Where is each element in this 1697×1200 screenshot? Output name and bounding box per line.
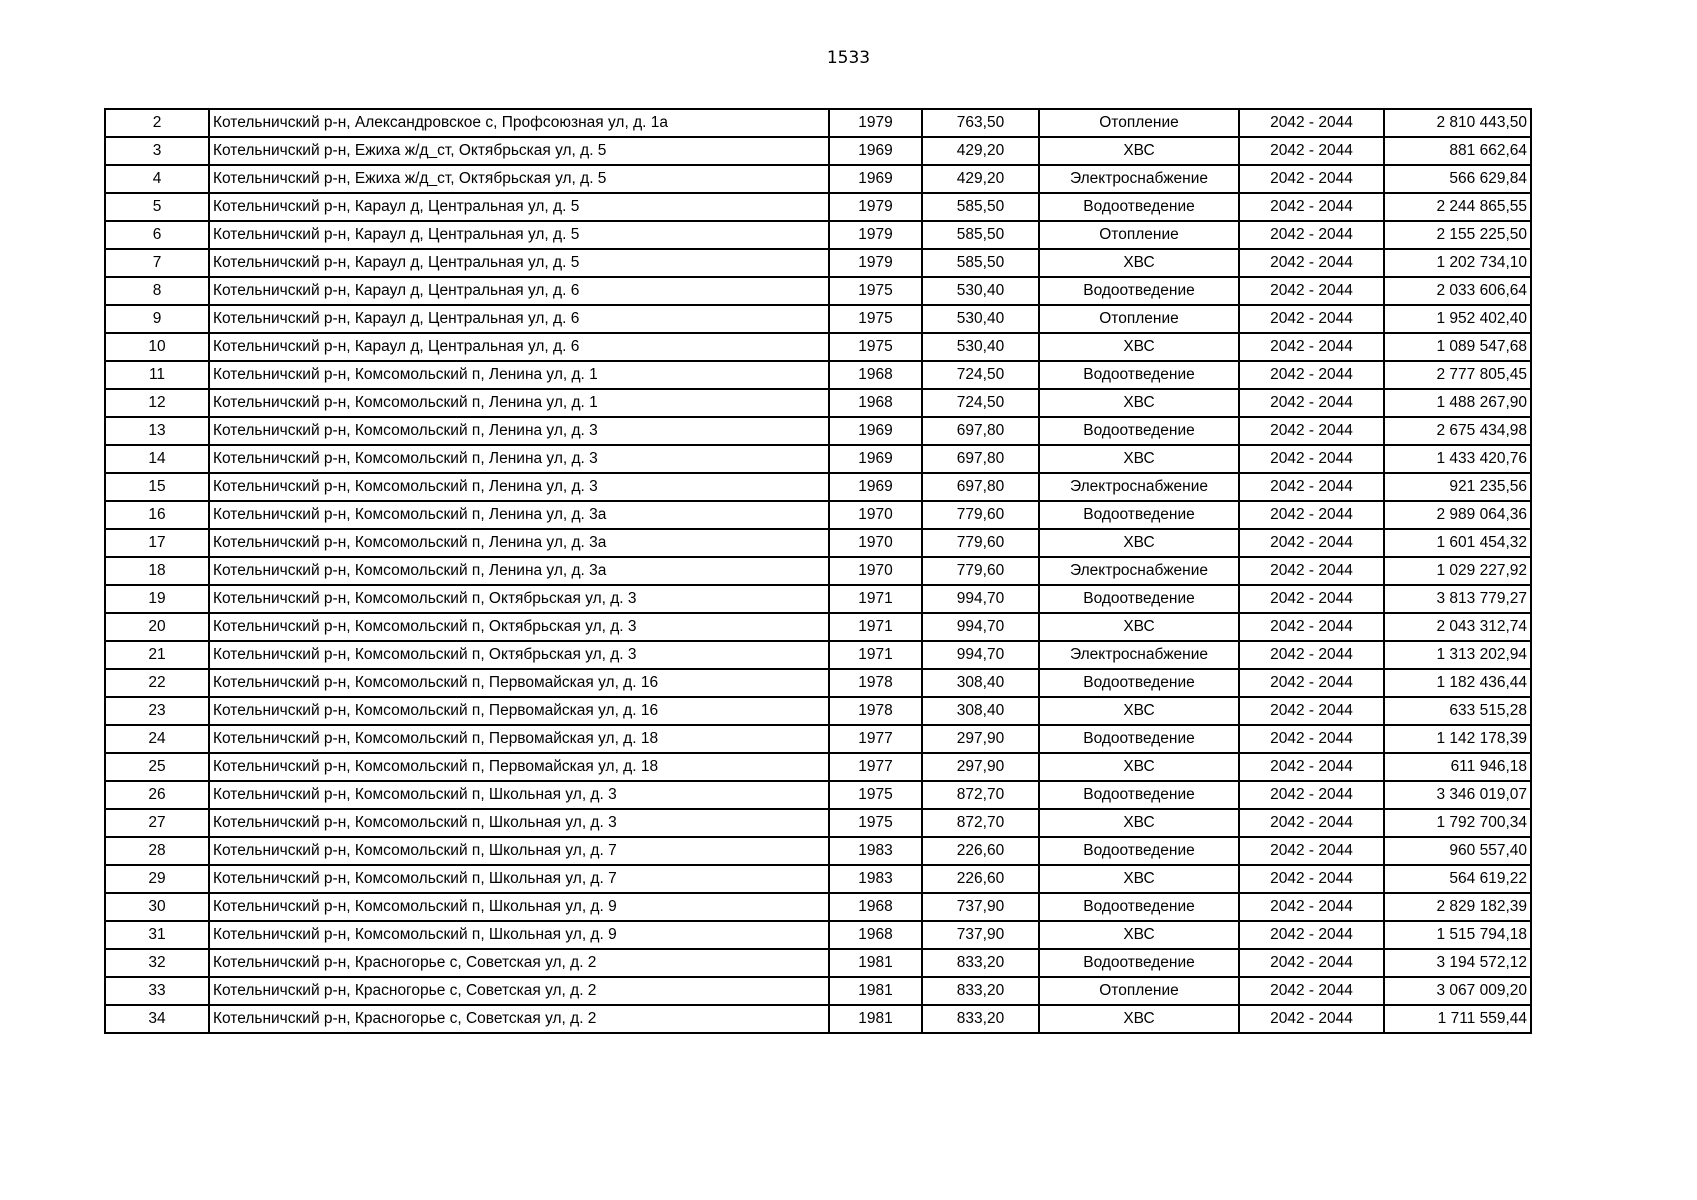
- period-cell: 2042 - 2044: [1239, 557, 1384, 585]
- cost-cell: 2 989 064,36: [1384, 501, 1531, 529]
- area-cell: 226,60: [922, 837, 1039, 865]
- row-number-cell: 32: [105, 949, 209, 977]
- address-cell: Котельничский р-н, Комсомольский п, Октябрьская ул, д. 3: [209, 585, 829, 613]
- period-cell: 2042 - 2044: [1239, 921, 1384, 949]
- cost-cell: 2 810 443,50: [1384, 109, 1531, 137]
- year-cell: 1970: [829, 529, 922, 557]
- cost-cell: 881 662,64: [1384, 137, 1531, 165]
- table-row: [105, 949, 1531, 977]
- row-number-cell: 34: [105, 1005, 209, 1033]
- address-cell: Котельничский р-н, Ежиха ж/д_ст, Октябрьская ул, д. 5: [209, 137, 829, 165]
- row-number-cell: 30: [105, 893, 209, 921]
- period-cell: 2042 - 2044: [1239, 417, 1384, 445]
- year-cell: 1969: [829, 445, 922, 473]
- table-row: [105, 445, 1531, 473]
- work-type-cell: Отопление: [1039, 109, 1239, 137]
- area-cell: 530,40: [922, 277, 1039, 305]
- area-cell: 697,80: [922, 473, 1039, 501]
- table-row: [105, 613, 1531, 641]
- work-type-cell: Водоотведение: [1039, 417, 1239, 445]
- year-cell: 1981: [829, 949, 922, 977]
- year-cell: 1971: [829, 613, 922, 641]
- area-cell: 429,20: [922, 137, 1039, 165]
- row-number-cell: 14: [105, 445, 209, 473]
- address-cell: Котельничский р-н, Комсомольский п, Ленина ул, д. 3: [209, 445, 829, 473]
- year-cell: 1978: [829, 669, 922, 697]
- row-number-cell: 22: [105, 669, 209, 697]
- address-cell: Котельничский р-н, Комсомольский п, Ленина ул, д. 3а: [209, 529, 829, 557]
- row-number-cell: 7: [105, 249, 209, 277]
- year-cell: 1969: [829, 137, 922, 165]
- area-cell: 585,50: [922, 193, 1039, 221]
- period-cell: 2042 - 2044: [1239, 977, 1384, 1005]
- cost-cell: 960 557,40: [1384, 837, 1531, 865]
- period-cell: 2042 - 2044: [1239, 753, 1384, 781]
- period-cell: 2042 - 2044: [1239, 249, 1384, 277]
- address-cell: Котельничский р-н, Комсомольский п, Ленина ул, д. 3а: [209, 501, 829, 529]
- period-cell: 2042 - 2044: [1239, 529, 1384, 557]
- address-cell: Котельничский р-н, Красногорье с, Советская ул, д. 2: [209, 949, 829, 977]
- table-row: [105, 641, 1531, 669]
- cost-cell: 1 601 454,32: [1384, 529, 1531, 557]
- address-cell: Котельничский р-н, Комсомольский п, Октябрьская ул, д. 3: [209, 641, 829, 669]
- address-cell: Котельничский р-н, Караул д, Центральная ул, д. 6: [209, 333, 829, 361]
- address-cell: Котельничский р-н, Караул д, Центральная ул, д. 5: [209, 249, 829, 277]
- address-cell: Котельничский р-н, Комсомольский п, Первомайская ул, д. 18: [209, 725, 829, 753]
- year-cell: 1968: [829, 893, 922, 921]
- year-cell: 1968: [829, 361, 922, 389]
- table-row: [105, 753, 1531, 781]
- year-cell: 1968: [829, 389, 922, 417]
- area-cell: 779,60: [922, 557, 1039, 585]
- work-type-cell: ХВС: [1039, 613, 1239, 641]
- page-number: 1533: [826, 48, 871, 68]
- year-cell: 1977: [829, 753, 922, 781]
- area-cell: 308,40: [922, 697, 1039, 725]
- cost-cell: 633 515,28: [1384, 697, 1531, 725]
- work-type-cell: ХВС: [1039, 1005, 1239, 1033]
- period-cell: 2042 - 2044: [1239, 193, 1384, 221]
- row-number-cell: 5: [105, 193, 209, 221]
- year-cell: 1975: [829, 781, 922, 809]
- address-cell: Котельничский р-н, Красногорье с, Советская ул, д. 2: [209, 1005, 829, 1033]
- area-cell: 779,60: [922, 529, 1039, 557]
- repair-schedule-table: [104, 108, 1532, 1034]
- table-row: [105, 501, 1531, 529]
- year-cell: 1975: [829, 277, 922, 305]
- cost-cell: 1 142 178,39: [1384, 725, 1531, 753]
- area-cell: 737,90: [922, 921, 1039, 949]
- year-cell: 1979: [829, 193, 922, 221]
- area-cell: 994,70: [922, 585, 1039, 613]
- address-cell: Котельничский р-н, Комсомольский п, Школьная ул, д. 9: [209, 893, 829, 921]
- area-cell: 994,70: [922, 641, 1039, 669]
- cost-cell: 1 515 794,18: [1384, 921, 1531, 949]
- period-cell: 2042 - 2044: [1239, 725, 1384, 753]
- table-row: [105, 193, 1531, 221]
- year-cell: 1981: [829, 977, 922, 1005]
- work-type-cell: Водоотведение: [1039, 837, 1239, 865]
- work-type-cell: Отопление: [1039, 221, 1239, 249]
- address-cell: Котельничский р-н, Красногорье с, Советская ул, д. 2: [209, 977, 829, 1005]
- work-type-cell: ХВС: [1039, 445, 1239, 473]
- period-cell: 2042 - 2044: [1239, 445, 1384, 473]
- table-row: [105, 725, 1531, 753]
- cost-cell: 1 089 547,68: [1384, 333, 1531, 361]
- cost-cell: 611 946,18: [1384, 753, 1531, 781]
- table-row: [105, 697, 1531, 725]
- address-cell: Котельничский р-н, Комсомольский п, Ленина ул, д. 3: [209, 417, 829, 445]
- row-number-cell: 4: [105, 165, 209, 193]
- table-row: [105, 837, 1531, 865]
- cost-cell: 1 711 559,44: [1384, 1005, 1531, 1033]
- cost-cell: 1 029 227,92: [1384, 557, 1531, 585]
- row-number-cell: 17: [105, 529, 209, 557]
- work-type-cell: Электроснабжение: [1039, 641, 1239, 669]
- area-cell: 226,60: [922, 865, 1039, 893]
- work-type-cell: ХВС: [1039, 389, 1239, 417]
- row-number-cell: 24: [105, 725, 209, 753]
- table-row: [105, 221, 1531, 249]
- work-type-cell: Отопление: [1039, 977, 1239, 1005]
- row-number-cell: 11: [105, 361, 209, 389]
- work-type-cell: Электроснабжение: [1039, 473, 1239, 501]
- row-number-cell: 3: [105, 137, 209, 165]
- year-cell: 1970: [829, 501, 922, 529]
- cost-cell: 1 488 267,90: [1384, 389, 1531, 417]
- address-cell: Котельничский р-н, Комсомольский п, Ленина ул, д. 1: [209, 361, 829, 389]
- row-number-cell: 13: [105, 417, 209, 445]
- row-number-cell: 21: [105, 641, 209, 669]
- work-type-cell: Водоотведение: [1039, 781, 1239, 809]
- cost-cell: 566 629,84: [1384, 165, 1531, 193]
- cost-cell: 3 067 009,20: [1384, 977, 1531, 1005]
- year-cell: 1971: [829, 585, 922, 613]
- cost-cell: 921 235,56: [1384, 473, 1531, 501]
- area-cell: 779,60: [922, 501, 1039, 529]
- work-type-cell: Электроснабжение: [1039, 165, 1239, 193]
- period-cell: 2042 - 2044: [1239, 361, 1384, 389]
- period-cell: 2042 - 2044: [1239, 501, 1384, 529]
- address-cell: Котельничский р-н, Комсомольский п, Ленина ул, д. 3а: [209, 557, 829, 585]
- cost-cell: 2 829 182,39: [1384, 893, 1531, 921]
- table-row: [105, 333, 1531, 361]
- cost-cell: 564 619,22: [1384, 865, 1531, 893]
- row-number-cell: 23: [105, 697, 209, 725]
- row-number-cell: 26: [105, 781, 209, 809]
- cost-cell: 2 244 865,55: [1384, 193, 1531, 221]
- work-type-cell: Водоотведение: [1039, 725, 1239, 753]
- period-cell: 2042 - 2044: [1239, 949, 1384, 977]
- area-cell: 585,50: [922, 249, 1039, 277]
- year-cell: 1983: [829, 837, 922, 865]
- period-cell: 2042 - 2044: [1239, 893, 1384, 921]
- row-number-cell: 33: [105, 977, 209, 1005]
- year-cell: 1969: [829, 473, 922, 501]
- table-row: [105, 669, 1531, 697]
- table-body: [105, 109, 1531, 1033]
- row-number-cell: 18: [105, 557, 209, 585]
- row-number-cell: 10: [105, 333, 209, 361]
- cost-cell: 2 675 434,98: [1384, 417, 1531, 445]
- area-cell: 530,40: [922, 305, 1039, 333]
- year-cell: 1977: [829, 725, 922, 753]
- area-cell: 697,80: [922, 417, 1039, 445]
- cost-cell: 3 813 779,27: [1384, 585, 1531, 613]
- address-cell: Котельничский р-н, Александровское с, Профсоюзная ул, д. 1а: [209, 109, 829, 137]
- table-row: [105, 137, 1531, 165]
- work-type-cell: Водоотведение: [1039, 361, 1239, 389]
- address-cell: Котельничский р-н, Комсомольский п, Октябрьская ул, д. 3: [209, 613, 829, 641]
- work-type-cell: ХВС: [1039, 137, 1239, 165]
- period-cell: 2042 - 2044: [1239, 837, 1384, 865]
- address-cell: Котельничский р-н, Комсомольский п, Ленина ул, д. 3: [209, 473, 829, 501]
- work-type-cell: ХВС: [1039, 697, 1239, 725]
- area-cell: 724,50: [922, 389, 1039, 417]
- row-number-cell: 16: [105, 501, 209, 529]
- area-cell: 737,90: [922, 893, 1039, 921]
- work-type-cell: ХВС: [1039, 529, 1239, 557]
- row-number-cell: 28: [105, 837, 209, 865]
- work-type-cell: Водоотведение: [1039, 585, 1239, 613]
- area-cell: 833,20: [922, 1005, 1039, 1033]
- period-cell: 2042 - 2044: [1239, 137, 1384, 165]
- area-cell: 530,40: [922, 333, 1039, 361]
- year-cell: 1969: [829, 417, 922, 445]
- period-cell: 2042 - 2044: [1239, 781, 1384, 809]
- cost-cell: 1 313 202,94: [1384, 641, 1531, 669]
- area-cell: 724,50: [922, 361, 1039, 389]
- row-number-cell: 19: [105, 585, 209, 613]
- work-type-cell: Водоотведение: [1039, 501, 1239, 529]
- cost-cell: 1 202 734,10: [1384, 249, 1531, 277]
- area-cell: 872,70: [922, 781, 1039, 809]
- row-number-cell: 27: [105, 809, 209, 837]
- cost-cell: 2 033 606,64: [1384, 277, 1531, 305]
- work-type-cell: ХВС: [1039, 333, 1239, 361]
- period-cell: 2042 - 2044: [1239, 221, 1384, 249]
- row-number-cell: 6: [105, 221, 209, 249]
- table-row: [105, 977, 1531, 1005]
- cost-cell: 1 792 700,34: [1384, 809, 1531, 837]
- table-row: [105, 557, 1531, 585]
- table-row: [105, 389, 1531, 417]
- table-row: [105, 893, 1531, 921]
- area-cell: 833,20: [922, 977, 1039, 1005]
- period-cell: 2042 - 2044: [1239, 585, 1384, 613]
- area-cell: 429,20: [922, 165, 1039, 193]
- year-cell: 1978: [829, 697, 922, 725]
- row-number-cell: 29: [105, 865, 209, 893]
- year-cell: 1981: [829, 1005, 922, 1033]
- table-row: [105, 165, 1531, 193]
- area-cell: 833,20: [922, 949, 1039, 977]
- cost-cell: 1 952 402,40: [1384, 305, 1531, 333]
- address-cell: Котельничский р-н, Комсомольский п, Школьная ул, д. 7: [209, 865, 829, 893]
- work-type-cell: Водоотведение: [1039, 949, 1239, 977]
- address-cell: Котельничский р-н, Ежиха ж/д_ст, Октябрьская ул, д. 5: [209, 165, 829, 193]
- address-cell: Котельничский р-н, Караул д, Центральная ул, д. 6: [209, 305, 829, 333]
- period-cell: 2042 - 2044: [1239, 165, 1384, 193]
- period-cell: 2042 - 2044: [1239, 333, 1384, 361]
- table-row: [105, 417, 1531, 445]
- table-row: [105, 585, 1531, 613]
- address-cell: Котельничский р-н, Караул д, Центральная ул, д. 6: [209, 277, 829, 305]
- work-type-cell: ХВС: [1039, 921, 1239, 949]
- period-cell: 2042 - 2044: [1239, 277, 1384, 305]
- table-row: [105, 249, 1531, 277]
- address-cell: Котельничский р-н, Комсомольский п, Ленина ул, д. 1: [209, 389, 829, 417]
- table-row: [105, 277, 1531, 305]
- year-cell: 1975: [829, 333, 922, 361]
- area-cell: 697,80: [922, 445, 1039, 473]
- cost-cell: 1 182 436,44: [1384, 669, 1531, 697]
- area-cell: 308,40: [922, 669, 1039, 697]
- work-type-cell: ХВС: [1039, 249, 1239, 277]
- year-cell: 1969: [829, 165, 922, 193]
- area-cell: 585,50: [922, 221, 1039, 249]
- address-cell: Котельничский р-н, Комсомольский п, Школьная ул, д. 7: [209, 837, 829, 865]
- address-cell: Котельничский р-н, Комсомольский п, Первомайская ул, д. 18: [209, 753, 829, 781]
- address-cell: Котельничский р-н, Комсомольский п, Первомайская ул, д. 16: [209, 669, 829, 697]
- work-type-cell: Электроснабжение: [1039, 557, 1239, 585]
- cost-cell: 2 155 225,50: [1384, 221, 1531, 249]
- address-cell: Котельничский р-н, Комсомольский п, Школьная ул, д. 3: [209, 781, 829, 809]
- row-number-cell: 25: [105, 753, 209, 781]
- row-number-cell: 20: [105, 613, 209, 641]
- period-cell: 2042 - 2044: [1239, 389, 1384, 417]
- period-cell: 2042 - 2044: [1239, 669, 1384, 697]
- row-number-cell: 8: [105, 277, 209, 305]
- address-cell: Котельничский р-н, Караул д, Центральная ул, д. 5: [209, 221, 829, 249]
- work-type-cell: Водоотведение: [1039, 193, 1239, 221]
- table-row: [105, 1005, 1531, 1033]
- period-cell: 2042 - 2044: [1239, 305, 1384, 333]
- period-cell: 2042 - 2044: [1239, 109, 1384, 137]
- row-number-cell: 12: [105, 389, 209, 417]
- year-cell: 1983: [829, 865, 922, 893]
- cost-cell: 3 194 572,12: [1384, 949, 1531, 977]
- period-cell: 2042 - 2044: [1239, 1005, 1384, 1033]
- row-number-cell: 31: [105, 921, 209, 949]
- work-type-cell: ХВС: [1039, 865, 1239, 893]
- table-row: [105, 305, 1531, 333]
- table-row: [105, 109, 1531, 137]
- row-number-cell: 15: [105, 473, 209, 501]
- period-cell: 2042 - 2044: [1239, 473, 1384, 501]
- area-cell: 297,90: [922, 753, 1039, 781]
- period-cell: 2042 - 2044: [1239, 641, 1384, 669]
- period-cell: 2042 - 2044: [1239, 865, 1384, 893]
- cost-cell: 2 043 312,74: [1384, 613, 1531, 641]
- work-type-cell: Отопление: [1039, 305, 1239, 333]
- cost-cell: 2 777 805,45: [1384, 361, 1531, 389]
- address-cell: Котельничский р-н, Комсомольский п, Школьная ул, д. 9: [209, 921, 829, 949]
- period-cell: 2042 - 2044: [1239, 613, 1384, 641]
- area-cell: 297,90: [922, 725, 1039, 753]
- table-row: [105, 781, 1531, 809]
- area-cell: 763,50: [922, 109, 1039, 137]
- table-row: [105, 473, 1531, 501]
- period-cell: 2042 - 2044: [1239, 809, 1384, 837]
- work-type-cell: Водоотведение: [1039, 277, 1239, 305]
- table-row: [105, 361, 1531, 389]
- year-cell: 1979: [829, 109, 922, 137]
- period-cell: 2042 - 2044: [1239, 697, 1384, 725]
- year-cell: 1975: [829, 809, 922, 837]
- work-type-cell: ХВС: [1039, 809, 1239, 837]
- area-cell: 872,70: [922, 809, 1039, 837]
- work-type-cell: ХВС: [1039, 753, 1239, 781]
- year-cell: 1975: [829, 305, 922, 333]
- table-row: [105, 865, 1531, 893]
- row-number-cell: 2: [105, 109, 209, 137]
- year-cell: 1968: [829, 921, 922, 949]
- address-cell: Котельничский р-н, Комсомольский п, Школьная ул, д. 3: [209, 809, 829, 837]
- year-cell: 1970: [829, 557, 922, 585]
- address-cell: Котельничский р-н, Комсомольский п, Первомайская ул, д. 16: [209, 697, 829, 725]
- year-cell: 1971: [829, 641, 922, 669]
- table-row: [105, 809, 1531, 837]
- table-row: [105, 529, 1531, 557]
- address-cell: Котельничский р-н, Караул д, Центральная ул, д. 5: [209, 193, 829, 221]
- work-type-cell: Водоотведение: [1039, 669, 1239, 697]
- table-row: [105, 921, 1531, 949]
- work-type-cell: Водоотведение: [1039, 893, 1239, 921]
- area-cell: 994,70: [922, 613, 1039, 641]
- row-number-cell: 9: [105, 305, 209, 333]
- year-cell: 1979: [829, 221, 922, 249]
- year-cell: 1979: [829, 249, 922, 277]
- cost-cell: 1 433 420,76: [1384, 445, 1531, 473]
- cost-cell: 3 346 019,07: [1384, 781, 1531, 809]
